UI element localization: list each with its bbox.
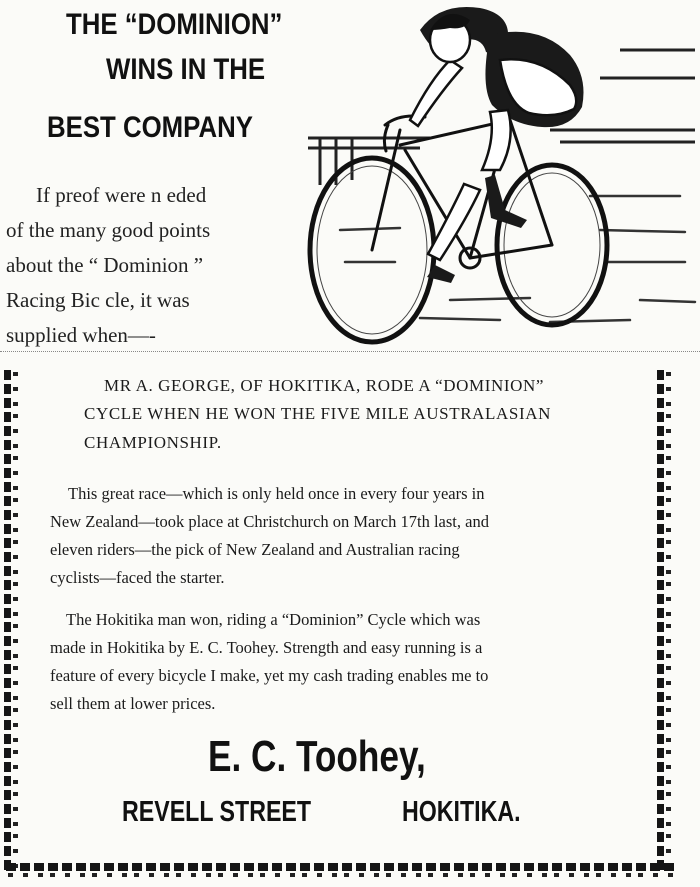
border-ornament	[4, 804, 18, 814]
paragraph-line: feature of every bicycle I make, yet my cash trading enables me to	[50, 666, 489, 685]
border-ornament	[657, 580, 671, 590]
headline-line-3: BEST COMPANY	[47, 111, 253, 144]
border-ornament	[4, 440, 18, 450]
border-ornament	[594, 863, 604, 877]
border-ornament	[4, 706, 18, 716]
border-ornament	[657, 566, 671, 576]
border-ornament	[657, 762, 671, 772]
border-ornament	[272, 863, 282, 877]
border-ornament	[4, 594, 18, 604]
border-ornament	[62, 863, 72, 877]
border-ornament	[398, 863, 408, 877]
border-ornament	[4, 636, 18, 646]
border-ornament	[258, 863, 268, 877]
border-ornament	[6, 863, 16, 877]
street-address: REVELL STREET	[122, 796, 312, 828]
border-ornament	[314, 863, 324, 877]
intro-line: Racing Bic cle, it was	[6, 288, 190, 312]
border-ornament	[636, 863, 646, 877]
border-ornament	[657, 650, 671, 660]
announcement-line: MR A. GEORGE, OF HOKITIKA, RODE A “DOMINION”	[104, 376, 545, 395]
intro-line: about the “ Dominion ”	[6, 253, 204, 277]
border-ornament	[4, 622, 18, 632]
border-ornament	[4, 454, 18, 464]
border-ornament	[4, 734, 18, 744]
paragraph-line: cyclists—faced the starter.	[50, 568, 225, 587]
border-ornament	[657, 510, 671, 520]
border-ornament	[657, 552, 671, 562]
border-ornament	[4, 468, 18, 478]
border-ornament	[657, 846, 671, 856]
racing-cyclist-illustration	[300, 0, 700, 350]
border-ornament	[104, 863, 114, 877]
announcement-line: CHAMPIONSHIP.	[84, 433, 222, 452]
border-ornament	[76, 863, 86, 877]
border-ornament	[160, 863, 170, 877]
paragraph-line: New Zealand—took place at Christchurch on March 17th last, and	[50, 512, 489, 531]
border-ornament	[657, 524, 671, 534]
border-ornament	[4, 748, 18, 758]
border-ornament	[657, 496, 671, 506]
border-ornament	[657, 734, 671, 744]
border-ornament	[657, 706, 671, 716]
border-ornament	[657, 664, 671, 674]
section-divider	[0, 351, 700, 353]
border-ornament	[4, 580, 18, 590]
border-ornament	[90, 863, 100, 877]
border-ornament	[657, 720, 671, 730]
border-ornament	[482, 863, 492, 877]
border-ornament	[356, 863, 366, 877]
border-ornament	[657, 776, 671, 786]
decorative-border-left	[2, 368, 22, 873]
intro-line: of the many good points	[6, 218, 211, 242]
border-ornament	[230, 863, 240, 877]
paragraph-line: The Hokitika man won, riding a “Dominion” Cycle which was	[66, 610, 481, 629]
border-ornament	[328, 863, 338, 877]
intro-line: If preof were n eded	[36, 183, 207, 207]
border-ornament	[4, 524, 18, 534]
border-ornament	[4, 776, 18, 786]
border-ornament	[650, 863, 660, 877]
border-ornament	[300, 863, 310, 877]
border-ornament	[370, 863, 380, 877]
border-ornament	[657, 804, 671, 814]
border-ornament	[657, 594, 671, 604]
border-ornament	[622, 863, 632, 877]
border-ornament	[4, 412, 18, 422]
border-ornament	[657, 636, 671, 646]
intro-line: supplied when—-	[6, 323, 156, 347]
border-ornament	[538, 863, 548, 877]
border-ornament	[188, 863, 198, 877]
border-ornament	[4, 510, 18, 520]
border-ornament	[524, 863, 534, 877]
border-ornament	[4, 370, 18, 380]
decorative-border-bottom	[4, 860, 674, 880]
border-ornament	[657, 608, 671, 618]
border-ornament	[496, 863, 506, 877]
border-ornament	[4, 482, 18, 492]
border-ornament	[20, 863, 30, 877]
intro-paragraph	[6, 178, 210, 353]
border-ornament	[4, 552, 18, 562]
paragraph-line: made in Hokitika by E. C. Toohey. Strength and easy running is a	[50, 638, 483, 657]
border-ornament	[657, 384, 671, 394]
border-ornament	[657, 398, 671, 408]
border-ornament	[657, 538, 671, 548]
proprietor-name: E. C. Toohey,	[208, 732, 426, 781]
border-ornament	[4, 496, 18, 506]
border-ornament	[440, 863, 450, 877]
border-ornament	[216, 863, 226, 877]
border-ornament	[4, 692, 18, 702]
border-ornament	[580, 863, 590, 877]
border-ornament	[4, 790, 18, 800]
border-ornament	[384, 863, 394, 877]
border-ornament	[657, 748, 671, 758]
border-ornament	[132, 863, 142, 877]
border-ornament	[657, 622, 671, 632]
decorative-border-right	[655, 368, 675, 873]
border-ornament	[118, 863, 128, 877]
border-ornament	[657, 370, 671, 380]
paragraph-line: This great race—which is only held once in every four years in	[68, 484, 485, 503]
border-ornament	[4, 720, 18, 730]
border-ornament	[4, 426, 18, 436]
border-ornament	[4, 384, 18, 394]
border-ornament	[657, 426, 671, 436]
border-ornament	[657, 678, 671, 688]
border-ornament	[4, 398, 18, 408]
border-ornament	[510, 863, 520, 877]
border-ornament	[664, 863, 674, 877]
border-ornament	[552, 863, 562, 877]
border-ornament	[4, 846, 18, 856]
border-ornament	[657, 790, 671, 800]
border-ornament	[608, 863, 618, 877]
border-ornament	[4, 832, 18, 842]
border-ornament	[48, 863, 58, 877]
border-ornament	[4, 538, 18, 548]
border-ornament	[657, 832, 671, 842]
border-ornament	[4, 818, 18, 828]
headline-line-2: WINS IN THE	[106, 53, 266, 86]
border-ornament	[34, 863, 44, 877]
border-ornament	[342, 863, 352, 877]
border-ornament	[566, 863, 576, 877]
town-name: HOKITIKA.	[402, 796, 521, 828]
border-ornament	[244, 863, 254, 877]
border-ornament	[202, 863, 212, 877]
border-ornament	[657, 818, 671, 828]
border-ornament	[657, 468, 671, 478]
border-ornament	[454, 863, 464, 877]
border-ornament	[412, 863, 422, 877]
border-ornament	[4, 678, 18, 688]
announcement-line: CYCLE WHEN HE WON THE FIVE MILE AUSTRALASIAN	[84, 404, 551, 423]
border-ornament	[4, 650, 18, 660]
border-ornament	[4, 664, 18, 674]
border-ornament	[4, 608, 18, 618]
border-ornament	[657, 692, 671, 702]
border-ornament	[657, 482, 671, 492]
headline-line-1: THE “DOMINION”	[66, 8, 283, 41]
border-ornament	[4, 762, 18, 772]
border-ornament	[146, 863, 156, 877]
border-ornament	[174, 863, 184, 877]
border-ornament	[657, 454, 671, 464]
border-ornament	[426, 863, 436, 877]
border-ornament	[286, 863, 296, 877]
border-ornament	[468, 863, 478, 877]
paragraph-line: sell them at lower prices.	[50, 694, 216, 713]
border-ornament	[4, 566, 18, 576]
paragraph-line: eleven riders—the pick of New Zealand and Australian racing	[50, 540, 460, 559]
border-ornament	[657, 412, 671, 422]
border-ornament	[657, 440, 671, 450]
